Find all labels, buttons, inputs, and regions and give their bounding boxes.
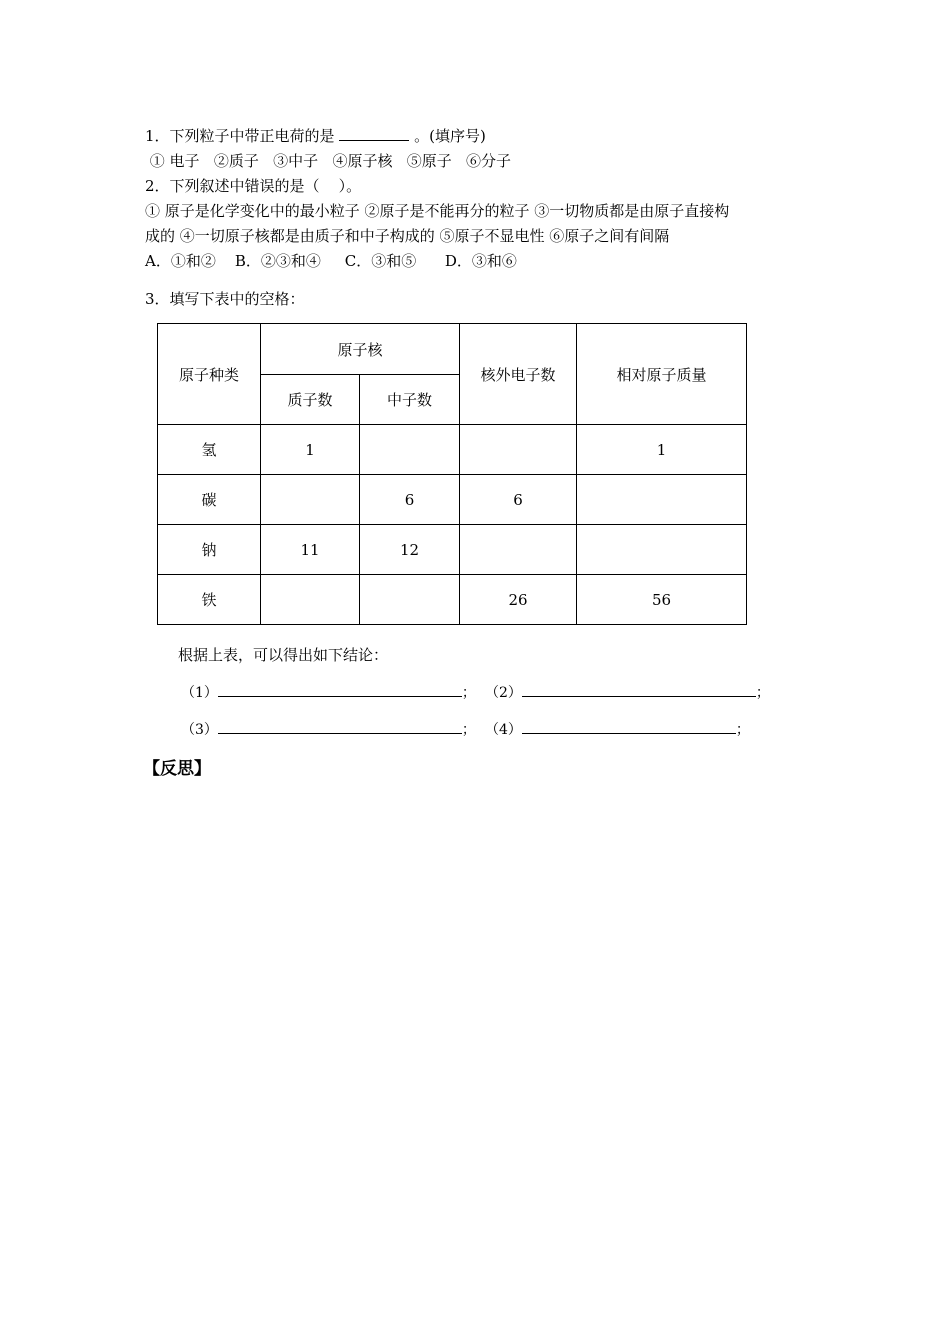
cell-neutrons[interactable] xyxy=(360,425,460,475)
cell-name: 钠 xyxy=(158,525,261,575)
conclusion-4-label: （4） xyxy=(485,722,522,738)
conclusion-4-separator: ； xyxy=(735,722,750,738)
conclusion-4 xyxy=(485,719,750,739)
atom-table xyxy=(157,323,747,625)
header-nucleus: 原子核 xyxy=(261,324,460,375)
conclusion-4-blank[interactable] xyxy=(522,719,736,734)
cell-neutrons[interactable]: 12 xyxy=(360,525,460,575)
conclusion-2-separator: ； xyxy=(755,685,770,701)
conclusion-1 xyxy=(181,682,476,702)
q3-stem: 3．填写下表中的空格： xyxy=(145,290,305,308)
cell-neutrons[interactable] xyxy=(360,575,460,625)
cell-electrons[interactable] xyxy=(460,425,577,475)
q1-answer-blank[interactable] xyxy=(339,127,409,141)
q2-statements-line2: 成的 ④一切原子核都是由质子和中子构成的 ⑤原子不显电性 ⑥原子之间有间隔 xyxy=(145,227,670,245)
q1-stem: 1．下列粒子中带正电荷的是 xyxy=(145,127,335,145)
q1-options: ① 电子 ②质子 ③中子 ④原子核 ⑤原子 ⑥分子 xyxy=(145,152,512,170)
header-neutrons: 中子数 xyxy=(360,375,460,425)
conclusion-2-blank[interactable] xyxy=(522,682,756,697)
cell-electrons[interactable] xyxy=(460,525,577,575)
conclusion-3-blank[interactable] xyxy=(218,719,462,734)
conclusion-1-label: （1） xyxy=(181,685,218,701)
cell-mass[interactable] xyxy=(577,475,747,525)
conclusion-intro: 根据上表，可以得出如下结论： xyxy=(178,646,389,664)
cell-protons[interactable] xyxy=(261,575,360,625)
conclusion-3-label: （3） xyxy=(181,722,218,738)
cell-protons[interactable]: 11 xyxy=(261,525,360,575)
table-row xyxy=(158,425,747,475)
cell-mass[interactable]: 56 xyxy=(577,575,747,625)
q1-tail: 。(填序号) xyxy=(414,127,486,145)
table-row xyxy=(158,475,747,525)
table-row xyxy=(158,575,747,625)
conclusion-1-blank[interactable] xyxy=(218,682,462,697)
cell-protons[interactable]: 1 xyxy=(261,425,360,475)
header-atom-type: 原子种类 xyxy=(158,324,261,425)
cell-neutrons[interactable]: 6 xyxy=(360,475,460,525)
conclusion-3 xyxy=(181,719,476,739)
conclusion-3-separator: ； xyxy=(461,722,476,738)
header-protons: 质子数 xyxy=(261,375,360,425)
cell-name: 氢 xyxy=(158,425,261,475)
q2-statements-line1: ① 原子是化学变化中的最小粒子 ②原子是不能再分的粒子 ③一切物质都是由原子直接构 xyxy=(145,202,730,220)
table-row xyxy=(158,525,747,575)
header-electrons: 核外电子数 xyxy=(460,324,577,425)
cell-mass[interactable]: 1 xyxy=(577,425,747,475)
cell-protons[interactable] xyxy=(261,475,360,525)
q1-line xyxy=(145,126,486,146)
cell-electrons[interactable]: 26 xyxy=(460,575,577,625)
reflection-heading: 【反思】 xyxy=(143,759,211,779)
conclusion-2 xyxy=(485,682,770,702)
q2-stem: 2．下列叙述中错误的是（ ）。 xyxy=(145,177,362,195)
header-mass: 相对原子质量 xyxy=(577,324,747,425)
cell-name: 铁 xyxy=(158,575,261,625)
cell-mass[interactable] xyxy=(577,525,747,575)
conclusion-2-label: （2） xyxy=(485,685,522,701)
q2-choices: A．①和② B．②③和④ C．③和⑤ D．③和⑥ xyxy=(145,252,517,270)
cell-electrons[interactable]: 6 xyxy=(460,475,577,525)
conclusion-1-separator: ； xyxy=(461,685,476,701)
cell-name: 碳 xyxy=(158,475,261,525)
